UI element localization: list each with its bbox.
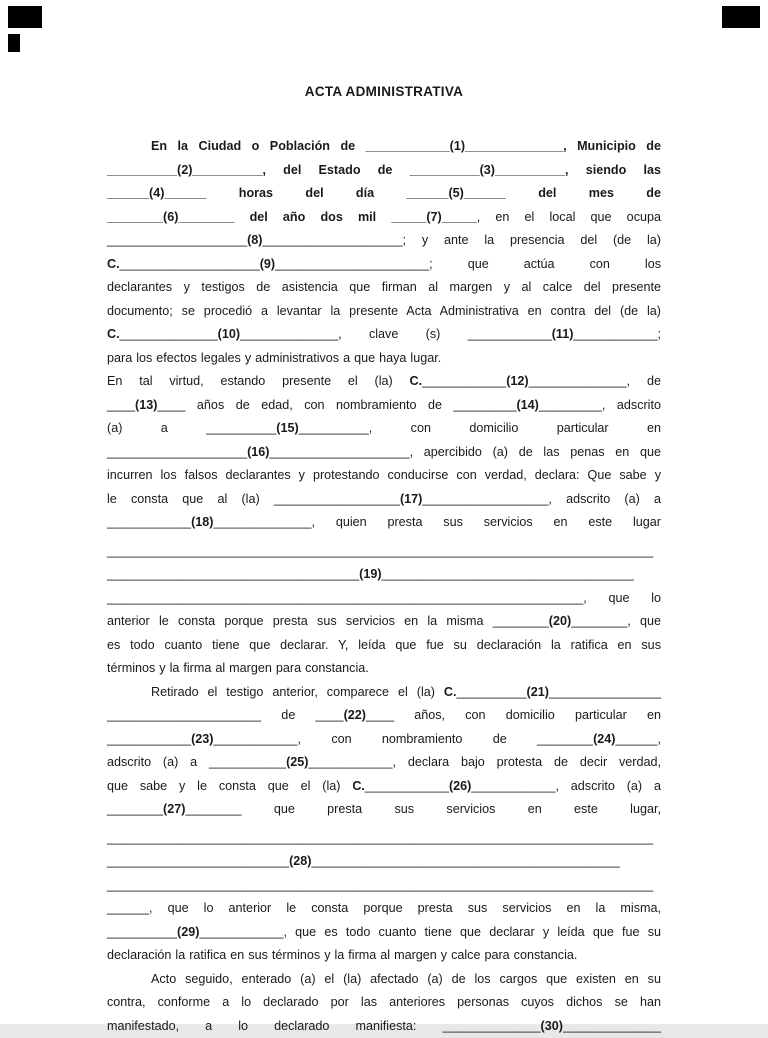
field-number: (11) xyxy=(552,327,574,341)
text-segment: ____________, que es todo cuanto tiene que declarar y leída que fue su xyxy=(199,925,661,939)
document-line xyxy=(107,657,661,681)
field-number: (21) xyxy=(527,685,549,699)
document-line xyxy=(107,159,661,183)
field-number: (22) xyxy=(344,708,366,722)
blank-line: ____________ xyxy=(365,779,449,793)
field-number: (18) xyxy=(191,515,213,529)
document-line xyxy=(107,610,661,634)
text-segment: , en el local que ocupa xyxy=(477,210,661,224)
field-number: (17) xyxy=(400,492,422,506)
blank-line: ____ xyxy=(107,398,135,412)
scan-artifact-left-edge xyxy=(8,34,20,52)
document-line xyxy=(107,968,661,992)
field-number: (8) xyxy=(247,233,262,247)
field-number: ________(6)________ del año dos mil _____(7)_____ xyxy=(107,210,477,224)
document-line xyxy=(107,253,661,277)
document-line xyxy=(107,704,661,728)
blank-line: ______________ xyxy=(563,1019,661,1033)
field-number: C. xyxy=(352,779,365,793)
field-number: (28) xyxy=(289,854,311,868)
document-line xyxy=(107,634,661,658)
scan-artifact-top-right xyxy=(722,6,760,28)
document-line xyxy=(107,921,661,945)
text-segment: ______________, quien presta sus servicios en este lugar xyxy=(213,515,661,529)
text-segment: ______, xyxy=(615,732,661,746)
document-line xyxy=(107,798,661,822)
text-segment: para los efectos legales y administrativos a que haya lugar. xyxy=(107,351,441,365)
field-number: En la Ciudad o Población de ____________(1)______________, Municipio de xyxy=(151,139,661,153)
blank-line: __________ xyxy=(456,685,526,699)
text-segment: declarantes y testigos de asistencia que firman al margen y al calce del presente xyxy=(107,280,661,294)
text-segment: ____________________, apercibido (a) de las penas en que xyxy=(270,445,662,459)
field-number: (25) xyxy=(286,755,308,769)
document-line xyxy=(107,511,661,535)
blank-line: ______________ xyxy=(120,327,218,341)
text-segment: ______________, clave (s) ____________ xyxy=(240,327,552,341)
field-number: C. xyxy=(107,257,120,271)
document-line xyxy=(107,827,661,851)
blank-line: ____________________________________________ xyxy=(312,854,620,868)
document-line xyxy=(107,370,661,394)
text-segment: ____________, adscrito (a) a xyxy=(471,779,661,793)
text-segment: Acto seguido, enterado (a) el (la) afectado (a) de los cargos que existen en su xyxy=(151,972,661,986)
document-line xyxy=(107,300,661,324)
document-line xyxy=(107,540,661,564)
document-line xyxy=(107,229,661,253)
field-number: __________(2)__________, del Estado de __________(3)__________, siendo las xyxy=(107,163,661,177)
field-number: C. xyxy=(107,327,120,341)
blank-line: ________________ xyxy=(549,685,661,699)
document-line xyxy=(107,991,661,1015)
field-number: (30) xyxy=(541,1019,563,1033)
text-segment: ____________; xyxy=(573,327,661,341)
document-line xyxy=(107,897,661,921)
field-number: (19) xyxy=(359,567,381,581)
document-line xyxy=(107,874,661,898)
text-segment: le consta que al (la) __________________ xyxy=(107,492,400,506)
text-segment: ______________________ de ____ xyxy=(107,708,344,722)
document-line xyxy=(107,681,661,705)
text-segment: adscrito (a) a ___________ xyxy=(107,755,286,769)
document-line xyxy=(107,488,661,512)
field-number: (9) xyxy=(260,257,275,271)
document-line xyxy=(107,1015,661,1038)
document-body xyxy=(107,135,661,1038)
text-segment: ______, que lo anterior le consta porque presta sus servicios en la misma, xyxy=(107,901,661,915)
field-number: (15) xyxy=(276,421,298,435)
text-segment: ________, que xyxy=(571,614,661,628)
field-number: (24) xyxy=(593,732,615,746)
field-number: (26) xyxy=(449,779,471,793)
field-number: (10) xyxy=(218,327,240,341)
blank-line: ____________________ xyxy=(107,445,247,459)
document-line xyxy=(107,206,661,230)
blank-line: ____________ xyxy=(107,732,191,746)
blank-line: ____________________ xyxy=(120,257,260,271)
text-segment: ____________________________________________________________________, que lo xyxy=(107,591,661,605)
text-segment: __________, con domicilio particular en xyxy=(299,421,661,435)
blank-line: ____________________ xyxy=(107,233,247,247)
field-number: C. xyxy=(410,374,423,388)
field-number: (14) xyxy=(516,398,538,412)
field-number: (29) xyxy=(177,925,199,939)
text-segment: ____________, declara bajo protesta de decir verdad, xyxy=(308,755,661,769)
text-segment: que sabe y le consta que el (la) xyxy=(107,779,352,793)
text-segment: ________ que presta sus servicios en este lugar, xyxy=(185,802,661,816)
text-segment: ______________________; que actúa con los xyxy=(275,257,661,271)
blank-line: ____________________________________ xyxy=(382,567,634,581)
text-segment: _________, adscrito xyxy=(539,398,661,412)
blank-line: __________ xyxy=(107,925,177,939)
document-line xyxy=(107,944,661,968)
text-segment: contra, conforme a lo declarado por las anteriores personas cuyos dichos se han xyxy=(107,995,661,1009)
blank-line: ______________________________________________________________________________ xyxy=(107,544,653,558)
document-line xyxy=(107,417,661,441)
text-segment: anterior le consta porque presta sus servicios en la misma ________ xyxy=(107,614,549,628)
document-line xyxy=(107,775,661,799)
scan-artifact-top-left xyxy=(8,6,42,28)
field-number: C. xyxy=(444,685,457,699)
text-segment: En tal virtud, estando presente el (la) xyxy=(107,374,410,388)
blank-line: ____________ xyxy=(107,515,191,529)
text-segment: ____________, con nombramiento de ________ xyxy=(213,732,593,746)
blank-line: ________ xyxy=(107,802,163,816)
field-number: (27) xyxy=(163,802,185,816)
field-number: (13) xyxy=(135,398,157,412)
text-segment: ____________________; y ante la presencia del (de la) xyxy=(263,233,662,247)
field-number: (20) xyxy=(549,614,571,628)
document-line xyxy=(107,135,661,159)
field-number: (16) xyxy=(247,445,269,459)
document-line xyxy=(107,347,661,371)
text-segment: documento; se procedió a levantar la presente Acta Administrativa en contra del (de la) xyxy=(107,304,661,318)
document-line xyxy=(107,441,661,465)
document-line xyxy=(107,751,661,775)
text-segment: Retirado el testigo anterior, comparece el (la) xyxy=(151,685,444,699)
document-line xyxy=(107,587,661,611)
document-line xyxy=(107,394,661,418)
document-line xyxy=(107,464,661,488)
document-line xyxy=(107,182,661,206)
text-segment: ____ años, con domicilio particular en xyxy=(366,708,661,722)
document-line xyxy=(107,276,661,300)
text-segment: términos y la firma al margen para constancia. xyxy=(107,661,369,675)
blank-line: ____________________________________ xyxy=(107,567,359,581)
document-title: ACTA ADMINISTRATIVA xyxy=(0,84,768,99)
document-line xyxy=(107,563,661,587)
text-segment: incurren los falsos declarantes y protestando conducirse con verdad, declara: Que sabe y xyxy=(107,468,661,482)
field-number: (23) xyxy=(191,732,213,746)
document-line xyxy=(107,728,661,752)
text-segment: (a) a __________ xyxy=(107,421,276,435)
blank-line: __________________________ xyxy=(107,854,289,868)
text-segment: ______________, de xyxy=(529,374,661,388)
field-number: (12) xyxy=(506,374,528,388)
document-line xyxy=(107,850,661,874)
blank-line: ____________ xyxy=(422,374,506,388)
text-segment: manifestado, a lo declarado manifiesta: ______________ xyxy=(107,1019,541,1033)
text-segment: declaración la ratifica en sus términos y la firma al margen y calce para constancia. xyxy=(107,948,577,962)
field-number: ______(4)______ horas del día ______(5)______ del mes de xyxy=(107,186,661,200)
blank-line: ______________________________________________________________________________ xyxy=(107,878,653,892)
text-segment: ____ años de edad, con nombramiento de _________ xyxy=(157,398,516,412)
blank-line: ______________________________________________________________________________ xyxy=(107,831,653,845)
text-segment: __________________, adscrito (a) a xyxy=(422,492,661,506)
document-line xyxy=(107,323,661,347)
text-segment: es todo cuanto tiene que declarar. Y, leída que fue su declaración la ratifica en sus xyxy=(107,638,661,652)
